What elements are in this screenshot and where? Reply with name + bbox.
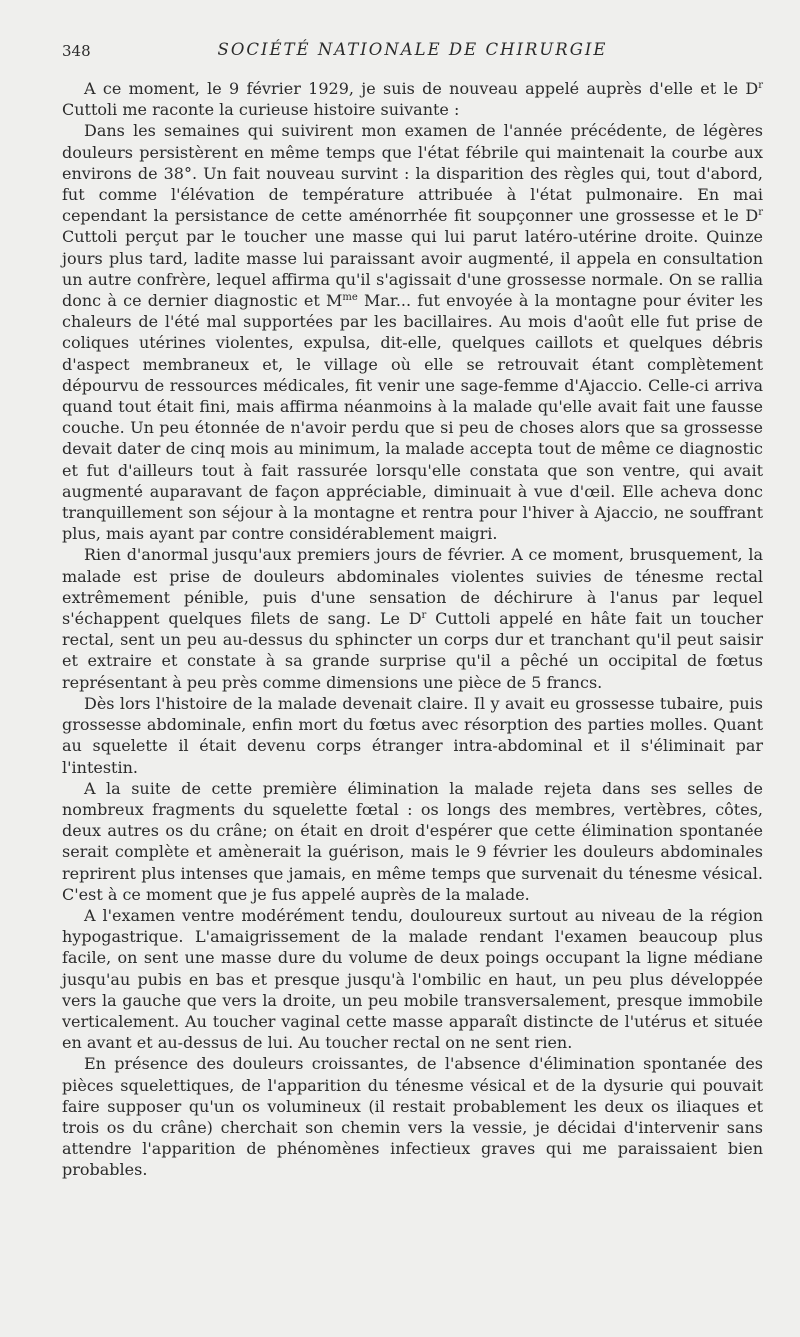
paragraph: A l'examen ventre modérément tendu, douloureux surtout au niveau de la région hypogastrique. L'amaigrissement de la malade rendant l'examen beaucoup plus facile, on sent une masse dure du volume de deux poings occupant la ligne médiane jusqu'au pubis en bas et presque jusqu'à l'ombilic en haut, un peu plus développée vers la gauche que vers la droite, un peu mobile transversalement, presque immobile verticalement. Au toucher vaginal cette masse apparaît distincte de l'utérus et située en avant et au-dessus de lui. Au toucher rectal on ne sent rien.: [62, 905, 763, 1053]
document-page: [62, 38, 763, 1181]
body-text: [62, 78, 763, 1181]
paragraph: Dans les semaines qui suivirent mon examen de l'année précédente, de légères douleurs persistèrent en même temps que l'état fébrile qui maintenait la courbe aux environs de 38°. Un fait nouveau survint : la disparition des règles qui, tout d'abord, fut comme l'élévation de température attribuée à l'état pulmonaire. En mai cependant la persistance de cette aménorrhée fit soupçonner une grossesse et le $D^r$ Cuttoli perçut par le toucher une masse qui lui parut latéro-utérine droite. Quinze jours plus tard, ladite masse lui paraissant avoir augmenté, il appela en consultation un autre confrère, lequel affirma qu'il s'agissait d'une grossesse normale. On se rallia donc à ce dernier diagnostic et $M^{me}$ Mar... fut envoyée à la montagne pour éviter les chaleurs de l'été mal supportées par les bacillaires. Au mois d'août elle fut prise de coliques utérines violentes, expulsa, dit-elle, quelques caillots et quelques débris d'aspect membraneux et, le village où elle se retrouvait étant complètement dépourvu de ressources médicales, fit venir une sage-femme d'Ajaccio. Celle-ci arriva quand tout était fini, mais affirma néanmoins à la malade qu'elle avait fait une fausse couche. Un peu étonnée de n'avoir perdu que si peu de choses alors que sa grossesse devait dater de cinq mois au minimum, la malade accepta tout de même ce diagnostic et fut d'ailleurs tout à fait rassurée lorsqu'elle constata que son ventre, qui avait augmenté auparavant de façon appréciable, diminuait à vue d'œil. Elle acheva donc tranquillement son séjour à la montagne et rentra pour l'hiver à Ajaccio, ne souffrant plus, mais ayant par contre considérablement maigri.: [62, 121, 763, 544]
paragraph: A ce moment, le 9 février 1929, je suis de nouveau appelé auprès d'elle et le $D^r$ Cuttoli me raconte la curieuse histoire suivante :: [62, 79, 763, 120]
running-title: SOCIÉTÉ NATIONALE DE CHIRURGIE: [217, 40, 608, 59]
paragraph: Dès lors l'histoire de la malade devenait claire. Il y avait eu grossesse tubaire, puis grossesse abdominale, enfin mort du fœtus avec résorption des parties molles. Quant au squelette il était devenu corps étranger intra-abdominal et il s'éliminait par l'intestin.: [62, 693, 763, 777]
paragraph: En présence des douleurs croissantes, de l'absence d'élimination spontanée des pièces squelettiques, de l'apparition du ténesme vésical et de la dysurie qui pouvait faire supposer qu'un os volumineux (il restait probablement les deux os iliaques et trois os du crâne) cherchait son chemin vers la vessie, je décidai d'intervenir sans attendre l'apparition de phénomènes infectieux graves qui me paraissaient bien probables.: [62, 1054, 763, 1180]
paragraph: A la suite de cette première élimination la malade rejeta dans ses selles de nombreux fragments du squelette fœtal : os longs des membres, vertèbres, côtes, deux autres os du crâne; on était en droit d'espérer que cette élimination spontanée serait complète et amènerait la guérison, mais le 9 février les douleurs abdominales reprirent plus intenses que jamais, en même temps que survenait du ténesme vésical. C'est à ce moment que je fus appelé auprès de la malade.: [62, 778, 763, 904]
paragraph: Rien d'anormal jusqu'aux premiers jours de février. A ce moment, brusquement, la malade est prise de douleurs abdominales violentes suivies de ténesme rectal extrêmement pénible, puis d'une sensation de déchirure à l'anus par lequel s'échappent quelques filets de sang. Le $D^r$ Cuttoli appelé en hâte fait un toucher rectal, sent un peu au-dessus du sphincter un corps dur et tranchant qu'il peut saisir et extraire et constate à sa grande surprise qu'il a pêché un occipital de fœtus représentant à peu près comme dimensions une pièce de 5 francs.: [62, 545, 764, 692]
page-number: 348: [62, 42, 91, 60]
page-header: [62, 38, 763, 68]
